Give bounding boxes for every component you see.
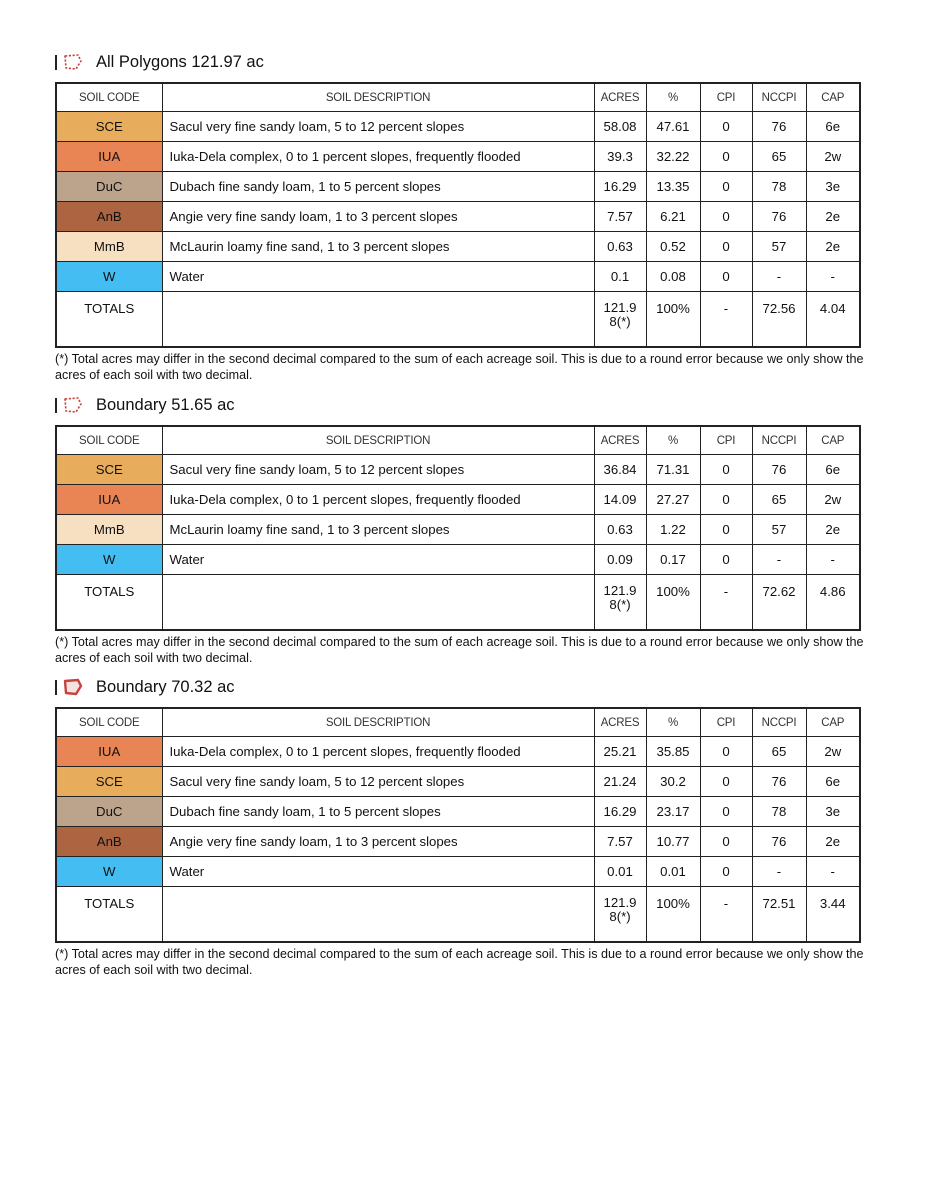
soil-acres-cell: 0.63 (594, 232, 646, 262)
soil-cpi-cell: 0 (700, 202, 752, 232)
soil-cap-cell: 3e (806, 172, 860, 202)
soil-percent-cell: 0.08 (646, 262, 700, 292)
soil-acres-cell: 0.01 (594, 857, 646, 887)
table-row (56, 767, 860, 797)
soil-nccpi-cell: 76 (752, 112, 806, 142)
dashed-polygon-icon (63, 396, 83, 414)
soil-nccpi-cell: 78 (752, 172, 806, 202)
footnote-marker: (*) (55, 352, 69, 366)
column-header-code: SOIL CODE (56, 426, 162, 455)
soil-nccpi-cell: 76 (752, 455, 806, 485)
soil-cap-cell: 2w (806, 142, 860, 172)
totals-percent-cell: 100% (646, 575, 700, 631)
soil-description-cell: Iuka-Dela complex, 0 to 1 percent slopes, frequently flooded (162, 142, 594, 172)
soil-description-cell: Dubach fine sandy loam, 1 to 5 percent slopes (162, 172, 594, 202)
soil-nccpi-cell: 57 (752, 232, 806, 262)
column-header-cpi: CPI (700, 708, 752, 737)
table-row (56, 172, 860, 202)
totals-percent-cell: 100% (646, 887, 700, 943)
footnote-marker: (*) (55, 635, 69, 649)
soil-section-all-polygons (55, 51, 864, 383)
totals-acres-bottom: 8(*) (609, 909, 631, 924)
totals-description-cell (162, 292, 594, 348)
soil-description-cell: Angie very fine sandy loam, 1 to 3 percent slopes (162, 202, 594, 232)
soil-cpi-cell: 0 (700, 112, 752, 142)
table-row (56, 797, 860, 827)
totals-cpi-cell: - (700, 575, 752, 631)
soil-description-cell: Iuka-Dela complex, 0 to 1 percent slopes, frequently flooded (162, 485, 594, 515)
column-header-cpi: CPI (700, 426, 752, 455)
soil-code-cell: AnB (56, 202, 162, 232)
soil-nccpi-cell: 57 (752, 515, 806, 545)
soil-cap-cell: 3e (806, 797, 860, 827)
soil-percent-cell: 10.77 (646, 827, 700, 857)
rounding-footnote (55, 947, 875, 978)
soil-percent-cell: 1.22 (646, 515, 700, 545)
soil-nccpi-cell: 76 (752, 202, 806, 232)
soil-percent-cell: 47.61 (646, 112, 700, 142)
totals-acres-cell (594, 887, 646, 943)
soil-nccpi-cell: - (752, 857, 806, 887)
totals-row (56, 575, 860, 631)
column-header-description: SOIL DESCRIPTION (162, 708, 594, 737)
soil-table (55, 425, 861, 631)
table-row (56, 545, 860, 575)
totals-acres-top: 121.9 (603, 895, 637, 910)
totals-row (56, 292, 860, 348)
soil-cpi-cell: 0 (700, 767, 752, 797)
totals-label: TOTALS (56, 575, 162, 631)
soil-nccpi-cell: - (752, 545, 806, 575)
soil-acres-cell: 25.21 (594, 737, 646, 767)
soil-acres-cell: 39.3 (594, 142, 646, 172)
column-header-description: SOIL DESCRIPTION (162, 83, 594, 112)
soil-acres-cell: 0.1 (594, 262, 646, 292)
soil-cap-cell: 2e (806, 515, 860, 545)
soil-code-cell: SCE (56, 112, 162, 142)
table-header-row (56, 708, 860, 737)
soil-percent-cell: 6.21 (646, 202, 700, 232)
soil-nccpi-cell: 65 (752, 737, 806, 767)
table-row (56, 112, 860, 142)
totals-cpi-cell: - (700, 887, 752, 943)
soil-cpi-cell: 0 (700, 455, 752, 485)
column-header-nccpi: NCCPI (752, 83, 806, 112)
soil-cap-cell: 2w (806, 485, 860, 515)
soil-section-boundary-1 (55, 394, 864, 666)
column-header-nccpi: NCCPI (752, 708, 806, 737)
soil-cpi-cell: 0 (700, 172, 752, 202)
table-row (56, 262, 860, 292)
column-header-description: SOIL DESCRIPTION (162, 426, 594, 455)
totals-percent-cell: 100% (646, 292, 700, 348)
soil-acres-cell: 16.29 (594, 797, 646, 827)
footnote-marker: (*) (55, 947, 69, 961)
soil-cap-cell: - (806, 857, 860, 887)
soil-cpi-cell: 0 (700, 485, 752, 515)
totals-acres-top: 121.9 (603, 300, 637, 315)
soil-cpi-cell: 0 (700, 142, 752, 172)
soil-code-cell: DuC (56, 797, 162, 827)
totals-nccpi-cell: 72.56 (752, 292, 806, 348)
totals-acres-bottom: 8(*) (609, 597, 631, 612)
soil-code-cell: SCE (56, 767, 162, 797)
soil-description-cell: McLaurin loamy fine sand, 1 to 3 percent slopes (162, 232, 594, 262)
table-row (56, 142, 860, 172)
soil-percent-cell: 30.2 (646, 767, 700, 797)
soil-acres-cell: 7.57 (594, 202, 646, 232)
soil-table (55, 707, 861, 943)
soil-code-cell: SCE (56, 455, 162, 485)
table-row (56, 485, 860, 515)
table-header-row (56, 426, 860, 455)
footnote-text: Total acres may differ in the second decimal compared to the sum of each acreage soil. This is due to a round error because we only show the acres of each soil with two decimal. (55, 352, 864, 382)
section-title (55, 51, 859, 73)
soil-code-cell: MmB (56, 515, 162, 545)
soil-code-cell: W (56, 857, 162, 887)
soil-acres-cell: 58.08 (594, 112, 646, 142)
table-row (56, 857, 860, 887)
table-row (56, 232, 860, 262)
table-row (56, 827, 860, 857)
soil-section-boundary-2 (55, 676, 864, 978)
column-header-cap: CAP (806, 426, 860, 455)
soil-cpi-cell: 0 (700, 827, 752, 857)
soil-description-cell: Water (162, 545, 594, 575)
section-title (55, 394, 859, 416)
soil-acres-cell: 0.63 (594, 515, 646, 545)
table-header-row (56, 83, 860, 112)
soil-nccpi-cell: 78 (752, 797, 806, 827)
section-title-text: All Polygons 121.97 ac (96, 52, 264, 71)
soil-cpi-cell: 0 (700, 262, 752, 292)
title-marker-bar (55, 55, 57, 70)
totals-cap-cell: 4.04 (806, 292, 860, 348)
totals-nccpi-cell: 72.51 (752, 887, 806, 943)
soil-cpi-cell: 0 (700, 515, 752, 545)
soil-percent-cell: 35.85 (646, 737, 700, 767)
soil-acres-cell: 0.09 (594, 545, 646, 575)
totals-acres-cell (594, 575, 646, 631)
soil-description-cell: Sacul very fine sandy loam, 5 to 12 percent slopes (162, 767, 594, 797)
soil-code-cell: W (56, 262, 162, 292)
column-header-acres: ACRES (594, 708, 646, 737)
title-marker-bar (55, 398, 57, 413)
soil-description-cell: Water (162, 857, 594, 887)
soil-nccpi-cell: 65 (752, 485, 806, 515)
soil-description-cell: Angie very fine sandy loam, 1 to 3 percent slopes (162, 827, 594, 857)
soil-code-cell: MmB (56, 232, 162, 262)
column-header-percent: % (646, 83, 700, 112)
totals-description-cell (162, 887, 594, 943)
soil-description-cell: Sacul very fine sandy loam, 5 to 12 percent slopes (162, 112, 594, 142)
table-row (56, 455, 860, 485)
soil-cap-cell: 6e (806, 767, 860, 797)
solid-polygon-icon (63, 678, 83, 696)
soil-percent-cell: 0.01 (646, 857, 700, 887)
footnote-text: Total acres may differ in the second decimal compared to the sum of each acreage soil. This is due to a round error because we only show the acres of each soil with two decimal. (55, 947, 864, 977)
column-header-acres: ACRES (594, 83, 646, 112)
soil-cpi-cell: 0 (700, 545, 752, 575)
soil-code-cell: DuC (56, 172, 162, 202)
totals-acres-cell (594, 292, 646, 348)
totals-acres-top: 121.9 (603, 583, 637, 598)
soil-cpi-cell: 0 (700, 232, 752, 262)
soil-nccpi-cell: - (752, 262, 806, 292)
rounding-footnote (55, 352, 875, 383)
soil-cap-cell: 2e (806, 232, 860, 262)
soil-description-cell: Sacul very fine sandy loam, 5 to 12 percent slopes (162, 455, 594, 485)
soil-description-cell: Dubach fine sandy loam, 1 to 5 percent slopes (162, 797, 594, 827)
soil-nccpi-cell: 65 (752, 142, 806, 172)
column-header-percent: % (646, 708, 700, 737)
column-header-nccpi: NCCPI (752, 426, 806, 455)
soil-cap-cell: - (806, 262, 860, 292)
soil-code-cell: AnB (56, 827, 162, 857)
soil-cap-cell: 2e (806, 202, 860, 232)
soil-code-cell: IUA (56, 737, 162, 767)
soil-description-cell: Water (162, 262, 594, 292)
soil-percent-cell: 71.31 (646, 455, 700, 485)
column-header-code: SOIL CODE (56, 83, 162, 112)
soil-table (55, 82, 861, 348)
soil-description-cell: Iuka-Dela complex, 0 to 1 percent slopes, frequently flooded (162, 737, 594, 767)
soil-code-cell: IUA (56, 142, 162, 172)
totals-nccpi-cell: 72.62 (752, 575, 806, 631)
rounding-footnote (55, 635, 875, 666)
soil-code-cell: W (56, 545, 162, 575)
column-header-code: SOIL CODE (56, 708, 162, 737)
soil-cap-cell: 6e (806, 455, 860, 485)
column-header-cpi: CPI (700, 83, 752, 112)
totals-label: TOTALS (56, 887, 162, 943)
soil-percent-cell: 0.52 (646, 232, 700, 262)
soil-nccpi-cell: 76 (752, 767, 806, 797)
totals-cap-cell: 3.44 (806, 887, 860, 943)
soil-nccpi-cell: 76 (752, 827, 806, 857)
soil-cap-cell: 2e (806, 827, 860, 857)
table-row (56, 737, 860, 767)
soil-percent-cell: 32.22 (646, 142, 700, 172)
totals-row (56, 887, 860, 943)
soil-percent-cell: 0.17 (646, 545, 700, 575)
section-title-text: Boundary 70.32 ac (96, 677, 235, 696)
soil-acres-cell: 7.57 (594, 827, 646, 857)
table-row (56, 515, 860, 545)
soil-acres-cell: 21.24 (594, 767, 646, 797)
totals-cap-cell: 4.86 (806, 575, 860, 631)
dashed-polygon-icon (63, 53, 83, 71)
column-header-percent: % (646, 426, 700, 455)
soil-acres-cell: 36.84 (594, 455, 646, 485)
totals-description-cell (162, 575, 594, 631)
section-title (55, 676, 859, 698)
soil-cpi-cell: 0 (700, 797, 752, 827)
footnote-text: Total acres may differ in the second decimal compared to the sum of each acreage soil. This is due to a round error because we only show the acres of each soil with two decimal. (55, 635, 864, 665)
column-header-cap: CAP (806, 83, 860, 112)
soil-description-cell: McLaurin loamy fine sand, 1 to 3 percent slopes (162, 515, 594, 545)
totals-cpi-cell: - (700, 292, 752, 348)
table-row (56, 202, 860, 232)
soil-acres-cell: 14.09 (594, 485, 646, 515)
title-marker-bar (55, 680, 57, 695)
soil-percent-cell: 13.35 (646, 172, 700, 202)
soil-percent-cell: 27.27 (646, 485, 700, 515)
soil-cpi-cell: 0 (700, 737, 752, 767)
column-header-cap: CAP (806, 708, 860, 737)
soil-cap-cell: 2w (806, 737, 860, 767)
column-header-acres: ACRES (594, 426, 646, 455)
soil-cpi-cell: 0 (700, 857, 752, 887)
soil-cap-cell: - (806, 545, 860, 575)
totals-label: TOTALS (56, 292, 162, 348)
soil-percent-cell: 23.17 (646, 797, 700, 827)
section-title-text: Boundary 51.65 ac (96, 395, 235, 414)
soil-acres-cell: 16.29 (594, 172, 646, 202)
soil-code-cell: IUA (56, 485, 162, 515)
soil-cap-cell: 6e (806, 112, 860, 142)
totals-acres-bottom: 8(*) (609, 314, 631, 329)
